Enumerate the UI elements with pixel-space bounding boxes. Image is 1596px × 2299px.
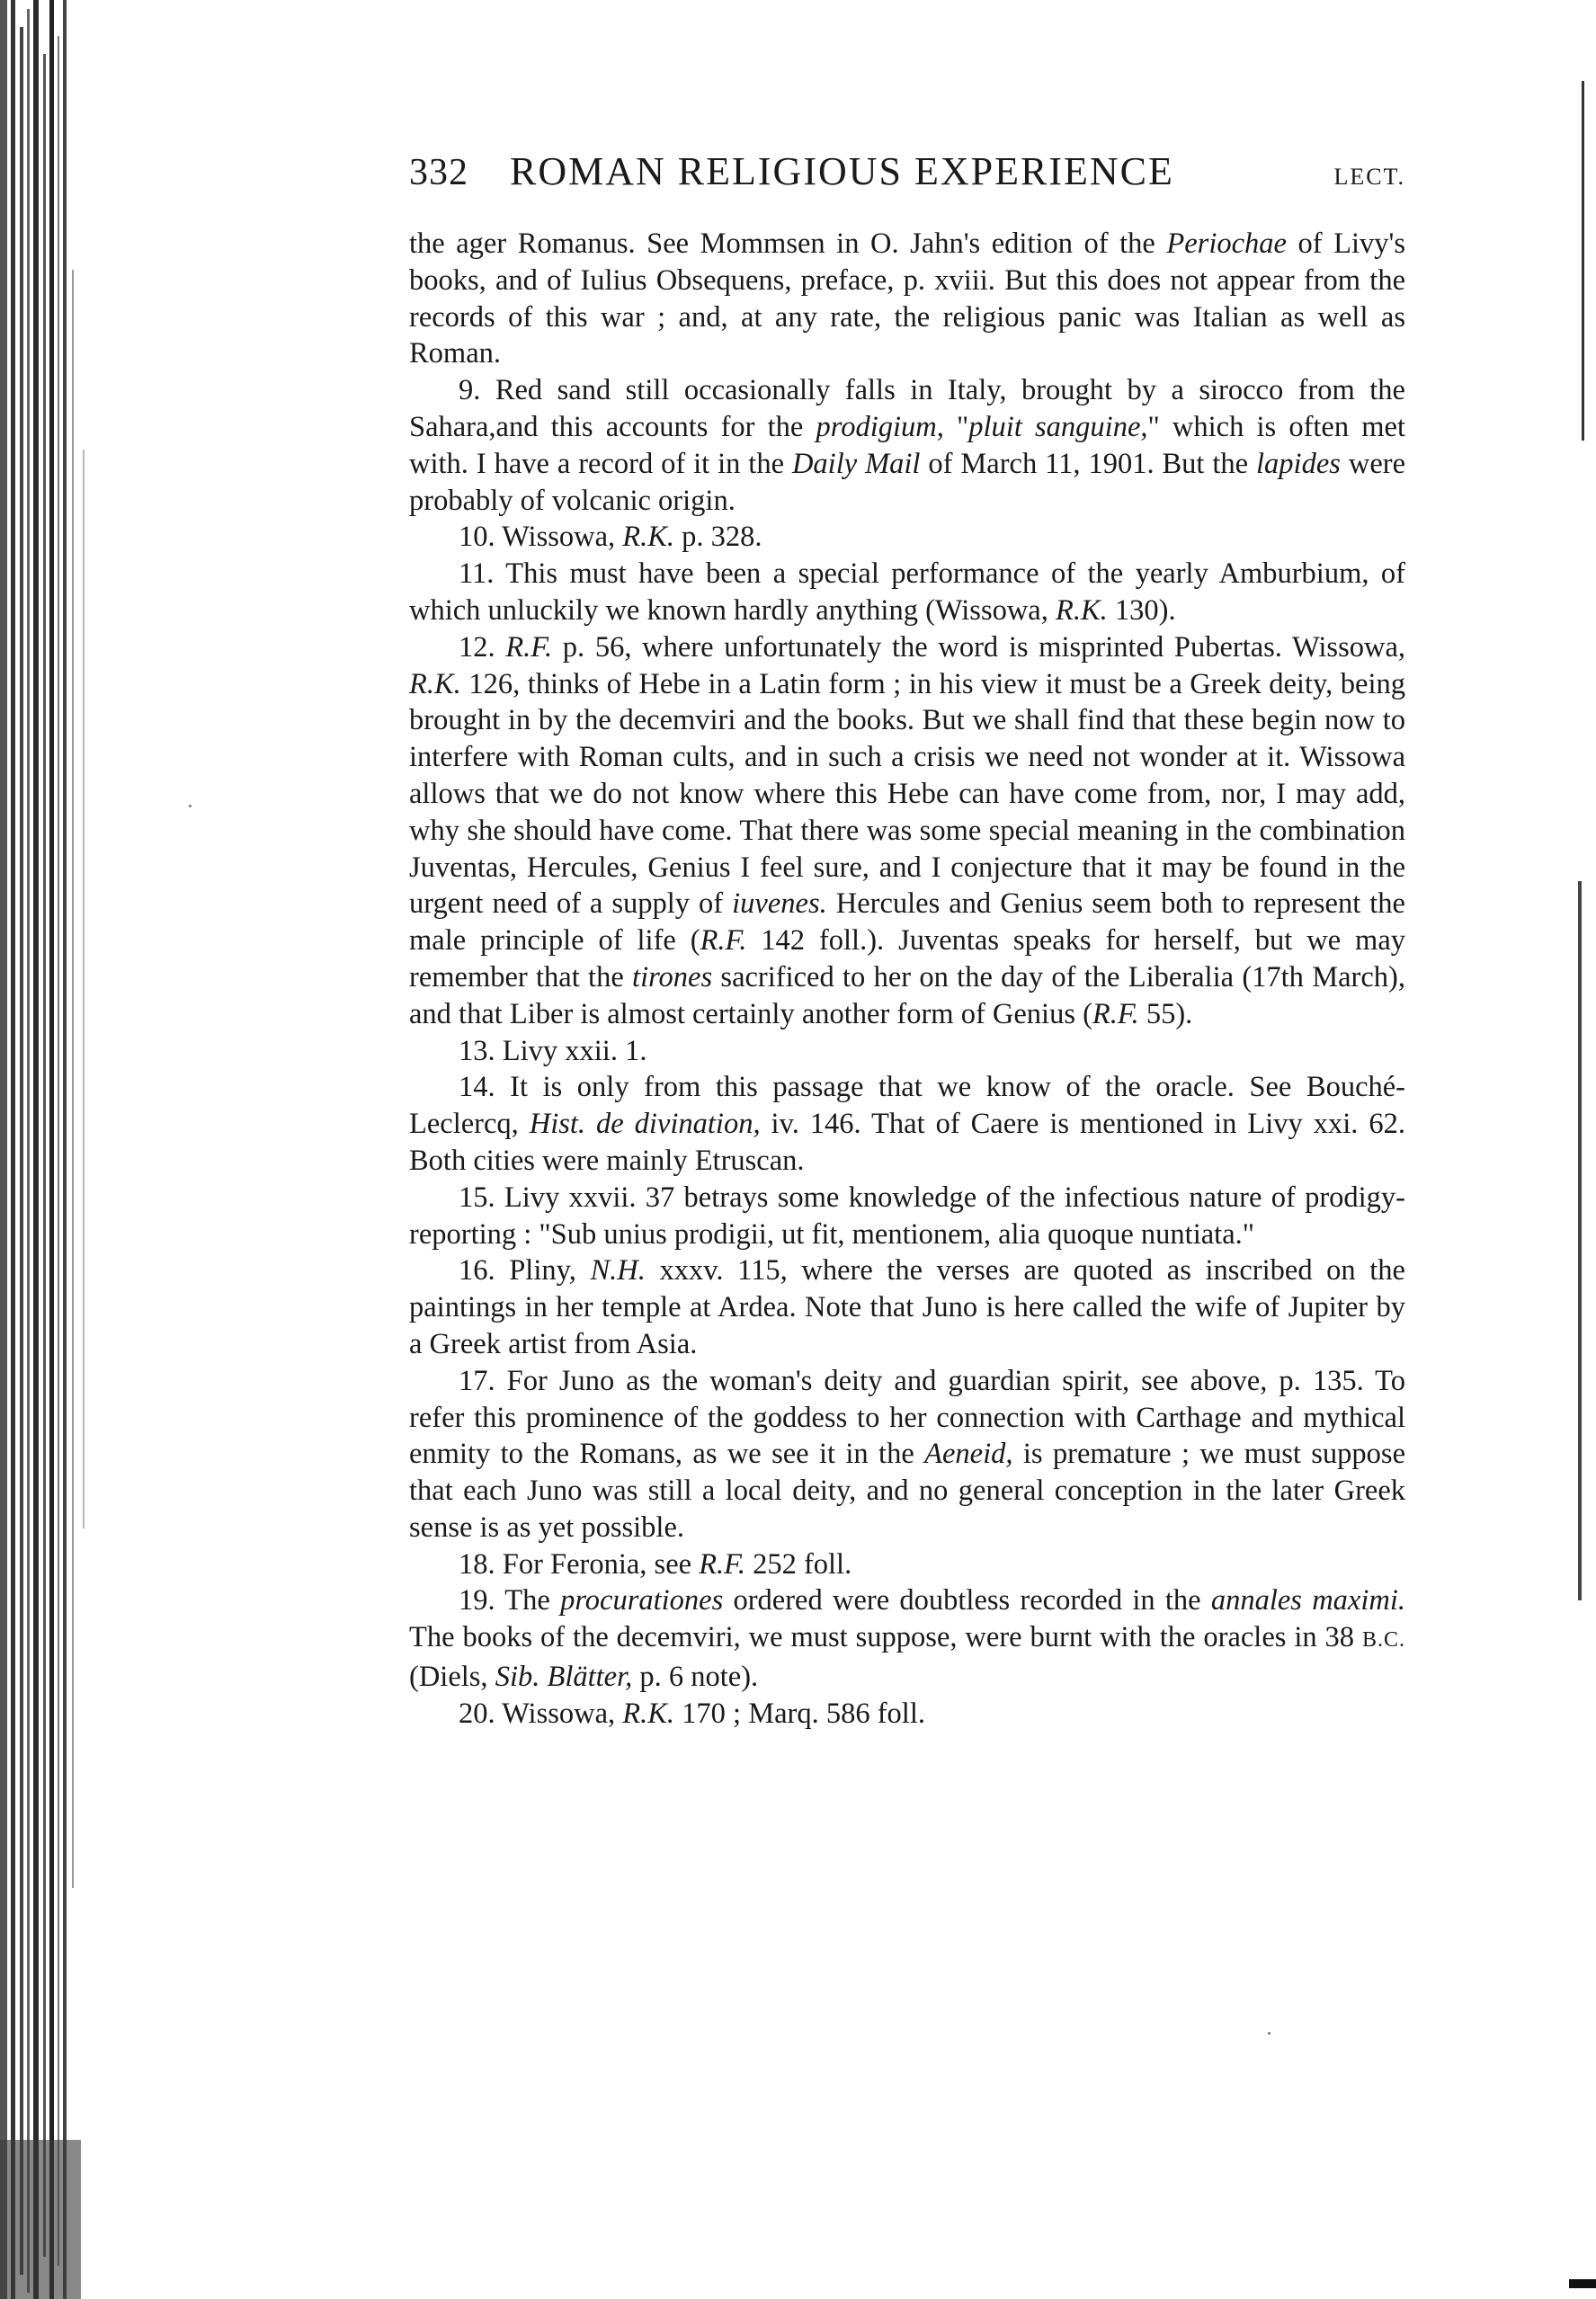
note-text: p. 328. xyxy=(674,521,762,554)
note-text: 20. Wissowa, xyxy=(459,1697,623,1730)
paper-speck xyxy=(189,805,192,807)
note-text: 16. Pliny, xyxy=(459,1254,591,1288)
note-text: 18. For Feronia, see xyxy=(459,1547,700,1581)
endnotes xyxy=(409,226,1405,1733)
note-text: 15. Livy xxvii. 37 betrays some knowledge of the infectious nature of prodigy-reporting : "Sub unius prodigii, ut fit, mentionem, alia quoque nuntiata." xyxy=(409,1181,1405,1251)
note-text: , " xyxy=(936,410,969,443)
note-text: 13. Livy xxii. 1. xyxy=(459,1034,647,1067)
running-head xyxy=(409,148,1405,215)
note-13 xyxy=(409,1033,1405,1070)
note-10 xyxy=(409,519,1405,556)
note-text: of Livy's books, and of Iulius Obsequens, preface, p. xviii. But this does not appear from the records of this war ; and, at any rate, the religious panic was Italian as well as Roman. xyxy=(409,227,1405,370)
note-text: the ager Romanus. See Mommsen in O. Jahn's edition of the xyxy=(409,227,1167,260)
page-edge-graphic xyxy=(1569,0,1596,2299)
note-text: ordered were doubtless recorded in the xyxy=(723,1584,1211,1617)
binding-shadow-graphic xyxy=(0,0,108,2299)
note-text: iv. 146. That of Caere is mentioned in Livy xxi. 62. Both cities were mainly Etruscan. xyxy=(409,1108,1405,1177)
note-text: 170 ; Marq. 586 foll. xyxy=(674,1697,925,1730)
note-17 xyxy=(409,1363,1405,1546)
note-text: Hercules and Genius seem both to represent the male principle of life ( xyxy=(409,887,1405,958)
paper-speck xyxy=(1268,2032,1271,2035)
note-italic: R.K. xyxy=(409,667,461,700)
note-19 xyxy=(409,1582,1405,1695)
note-text: sacrificed to her on the day of the Liberalia (17th March), and that Liber is almost certainly another form of Genius ( xyxy=(409,960,1405,1030)
note-italic: prodigium xyxy=(816,410,937,443)
running-title: ROMAN RELIGIOUS EXPERIENCE xyxy=(510,149,1174,193)
note-italic: R.F. xyxy=(699,1547,745,1581)
note-small-caps: B.C. xyxy=(1361,1628,1405,1653)
note-text: is premature ; we must suppose that each Juno was still a local deity, and no general conception in the later Greek sense is as yet possible. xyxy=(409,1438,1405,1544)
note-continuation xyxy=(409,226,1405,372)
note-text: 55). xyxy=(1138,997,1193,1030)
note-text: 130). xyxy=(1107,593,1176,627)
note-text: 19. The xyxy=(459,1584,561,1617)
note-italic: iuvenes. xyxy=(732,887,827,921)
note-italic: procurationes xyxy=(560,1584,724,1617)
note-text: of March 11, 1901. But the xyxy=(920,447,1257,480)
note-text: 126, thinks of Hebe in a Latin form ; in his view it must be a Greek deity, being brought in by the decemviri and the books. But we shall find that these begin now to interfere with Roman cults, and in such a crisis we need not wonder at it. Wissowa allows that we do not know where this Hebe can have come from, nor, I may add, why she should have come. That there was some special meaning in the combination Juventas, Hercules, Genius I feel sure, and I conjecture that it may be found in the urgent need of a supply of xyxy=(409,667,1405,921)
note-text: p. 6 note). xyxy=(632,1661,759,1694)
note-italic: N.H. xyxy=(590,1254,646,1288)
note-9 xyxy=(409,372,1405,519)
note-italic: Sib. Blätter, xyxy=(495,1661,633,1694)
note-italic: R.K. xyxy=(622,521,675,554)
note-text: The books of the decemviri, we must suppose, were burnt with the oracles in 38 xyxy=(409,1621,1362,1654)
note-italic: lapides xyxy=(1256,447,1341,480)
note-italic: annales maximi. xyxy=(1210,1584,1405,1617)
page-number: 332 xyxy=(409,152,468,193)
note-text: 17. For Juno as the woman's deity and guardian spirit, see above, p. 135. To refer this prominence of the goddess to her connection with Carthage and mythical enmity to the Romans, as we see it in the xyxy=(409,1364,1405,1471)
note-italic: pluit sanguine xyxy=(968,410,1141,443)
note-italic: R.K. xyxy=(622,1697,675,1730)
note-text: 12. xyxy=(459,630,506,664)
note-14 xyxy=(409,1069,1405,1179)
note-text: 11. This must have been a special performance of the yearly Amburbium, of which unluckily we known hardly anything (Wissowa, xyxy=(409,557,1405,627)
note-italic: Aeneid, xyxy=(924,1438,1013,1471)
note-italic: Hist. de divination, xyxy=(529,1108,761,1141)
note-text: 10. Wissowa, xyxy=(459,521,623,554)
note-text: xxxv. 115, where the verses are quoted as inscribed on the paintings in her temple at Ardea. Note that Juno is here called the wife of Jupiter by a Greek artist from Asia. xyxy=(409,1254,1405,1360)
note-text: 14. It is only from this passage that we know of the oracle. See Bouché-Leclercq, xyxy=(409,1071,1405,1141)
note-italic: R.F. xyxy=(1092,997,1139,1030)
note-italic: Daily Mail xyxy=(791,447,921,480)
note-text: 9. Red sand still occasionally falls in Italy, brought by a sirocco from the Sahara,and this accounts for the xyxy=(409,374,1405,443)
note-15 xyxy=(409,1180,1405,1253)
note-text: 252 foll. xyxy=(745,1547,852,1581)
note-italic: Periochae xyxy=(1166,227,1287,260)
note-italic: tirones xyxy=(632,960,713,994)
book-page xyxy=(409,148,1405,1733)
note-text: 142 foll.). Juventas speaks for herself, but we may remember that the xyxy=(409,924,1405,994)
note-italic: R.K. xyxy=(1055,593,1108,627)
note-20 xyxy=(409,1696,1405,1733)
note-text: were probably of volcanic origin. xyxy=(409,447,1405,517)
note-italic: R.F. xyxy=(505,630,553,664)
note-18 xyxy=(409,1546,1405,1583)
right-page-edge xyxy=(1569,0,1596,2299)
note-text: ," which is often met with. I have a record of it in the xyxy=(409,410,1405,480)
note-text: (Diels, xyxy=(409,1661,495,1694)
binding-gutter xyxy=(0,0,108,2299)
note-text: p. 56, where unfortunately the word is misprinted Pubertas. Wissowa, xyxy=(552,630,1405,664)
note-16 xyxy=(409,1252,1405,1362)
note-12 xyxy=(409,629,1405,1033)
section-label: LECT. xyxy=(1333,164,1405,190)
note-italic: R.F. xyxy=(700,924,747,958)
note-11 xyxy=(409,556,1405,629)
